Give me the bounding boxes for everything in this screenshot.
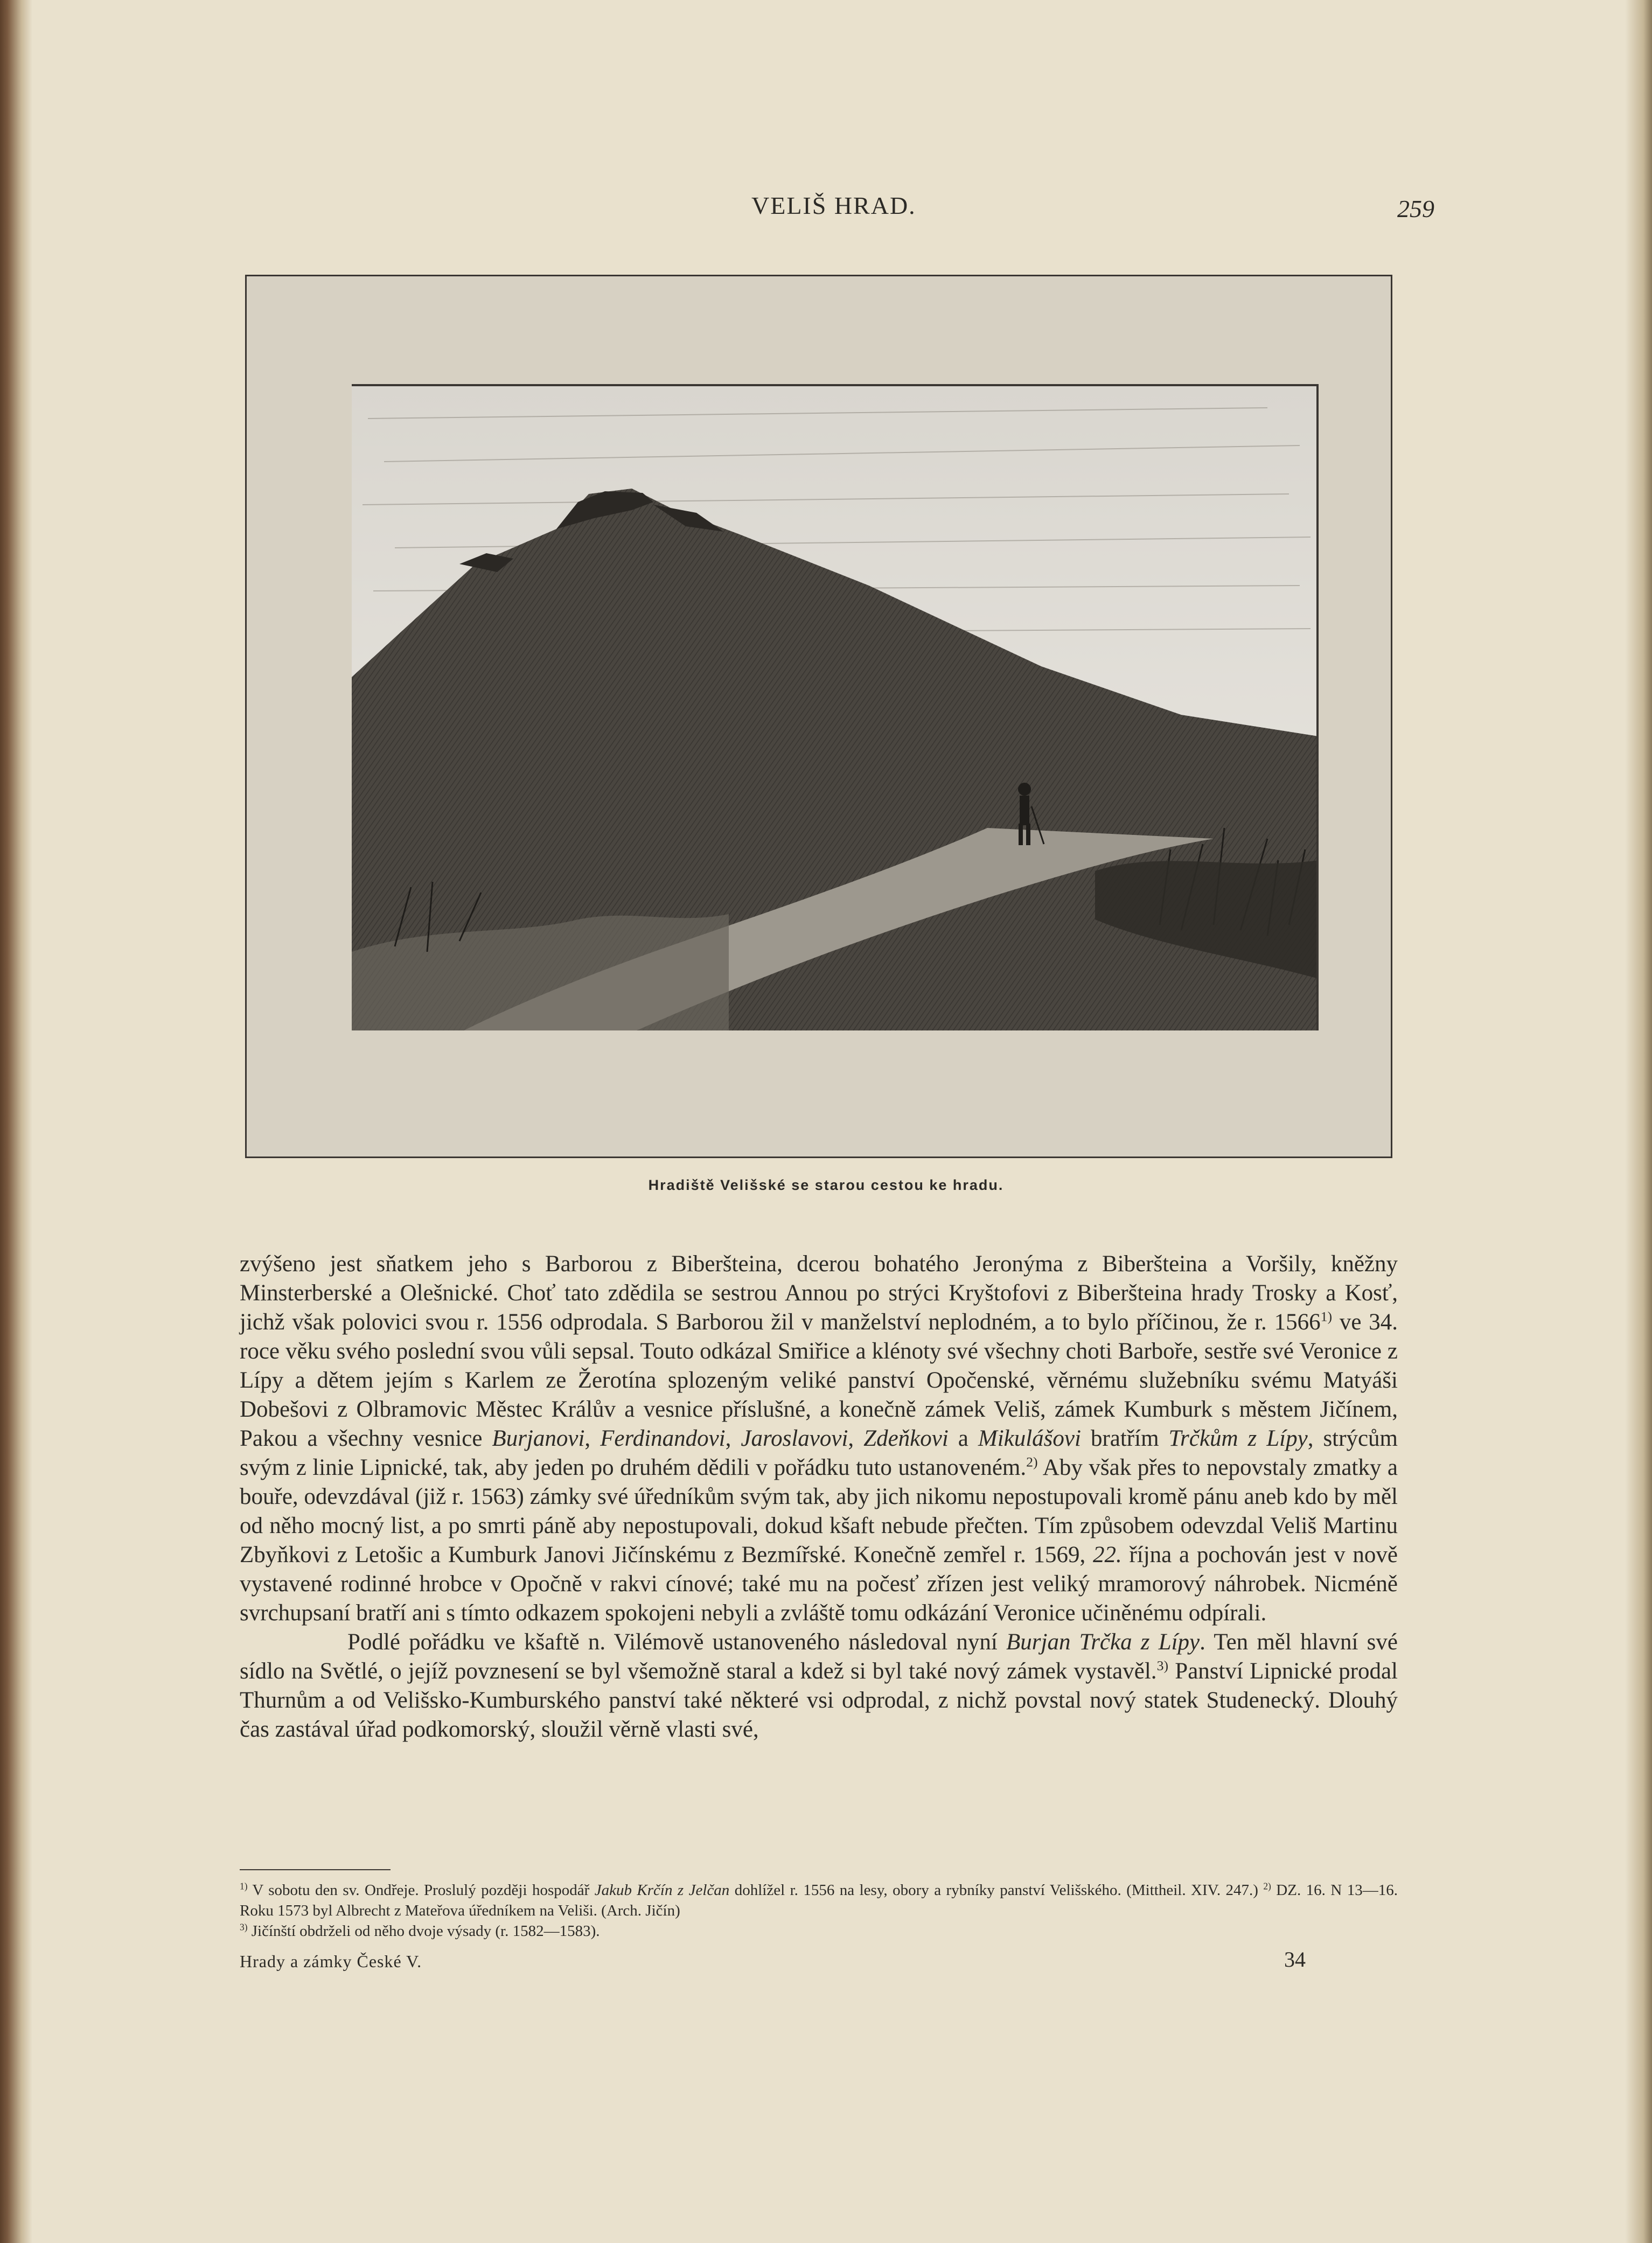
text-run: bratřím — [1081, 1426, 1169, 1451]
person-name: Jakub Krčín z Jelčan — [594, 1882, 730, 1899]
footnote-text: Jičínští obdrželi od něho dvoje výsady (r. 1582—1583). — [247, 1922, 600, 1940]
person-name: Ferdinandovi — [600, 1426, 726, 1451]
illustration-image — [352, 384, 1319, 1030]
paragraph-1 — [240, 1250, 1398, 1628]
text-run: . Ten měl hlavní své sídlo na Světlé, o jejíž povznesení se byl všemožně staral a kdež si byl také nový zámek vystavěl. — [240, 1629, 1398, 1684]
binding-shadow — [0, 0, 32, 2243]
text-run: , — [584, 1426, 601, 1451]
running-head — [0, 191, 1652, 229]
person-name: Zdeňkovi — [863, 1426, 949, 1451]
date-number: 22. — [1092, 1542, 1122, 1568]
text-run: , strýcům svým z linie Lipnické, tak, aby jeden po druhém dědili v pořádku tuto ustanoveném. — [240, 1426, 1398, 1480]
footnote-ref-2[interactable]: 2) — [1026, 1454, 1038, 1470]
text-run: Podlé pořádku ve kšaftě n. Vilémově ustanoveného následoval nyní — [347, 1629, 1007, 1655]
page-edge — [1625, 0, 1652, 2243]
footnote-ref-1[interactable]: 1) — [1320, 1308, 1333, 1325]
text-run: , — [725, 1426, 741, 1451]
page-number: 259 — [1397, 195, 1434, 222]
footnote-text: DZ. 16. N 13—16. Roku 1573 byl Albrecht z Mateřova úředníkem na Veliši. (Arch. Jičín) — [240, 1882, 1398, 1919]
footnote-divider — [240, 1869, 391, 1870]
footnote-text: dohlížel r. 1556 na lesy, obory a rybníky panství Velišského. (Mittheil. XIV. 247.) — [729, 1882, 1264, 1899]
person-name: Trčkům z Lípy — [1168, 1426, 1308, 1451]
text-run: Panství Lipnické prodal Thurnům a od Velišsko-Kumburského panství také některé vsi odprodal, z nichž povstal nový statek Studenecký. Dlouhý čas zastával úřad podkomorský, sloužil věrně vlasti své, — [240, 1659, 1398, 1742]
footnote-mark: 1) — [240, 1880, 248, 1892]
person-name: Burjan Trčka z Lípy — [1006, 1629, 1200, 1655]
person-name: Mikulášovi — [978, 1426, 1081, 1451]
text-run: Aby však přes to nepovstaly zmatky a bouře, odevzdával (již r. 1563) zámky své úředníkům svým tak, aby jich nikomu nepostupovali kromě pánu aneb kdo by měl od něho mocný list, a po smrti páně aby nepostupovali, dokud kšaft nebude přečten. Tím způsobem odevzdal Veliš Martinu Zbyňkovi z Letošic a Kumburk Janovi Jičínskému z Bezmířské. Konečně zemřel r. 1569, — [240, 1455, 1398, 1568]
signature-line: Hrady a zámky České V. — [240, 1952, 422, 1971]
main-text — [240, 1250, 1398, 1744]
footnote-1-2 — [240, 1880, 1398, 1921]
text-run: října a pochován jest v nově vystavené rodinné hrobce v Opočně v rakvi cínové; také mu na počesť zřízen jest veliký mramorový náhrobek. Nicméně svrchupsaní bratří ani s tímto odkazem spokojeni nebyli a zvláště tomu odkázání Veronice učiněnému odpírali. — [240, 1542, 1398, 1626]
illustration-caption: Hradiště Velišské se starou cestou ke hradu. — [648, 1177, 1004, 1193]
paragraph-2 — [240, 1628, 1398, 1744]
running-title: VELIŠ HRAD. — [751, 192, 916, 219]
footnotes — [240, 1880, 1398, 1941]
footnote-mark: 2) — [1263, 1880, 1271, 1892]
illustration-plate — [245, 275, 1392, 1158]
castle-hill-engraving — [352, 386, 1319, 1030]
text-run: , — [848, 1426, 864, 1451]
signature-number: 34 — [1284, 1947, 1306, 1972]
footnote-mark: 3) — [240, 1921, 248, 1933]
footnote-3 — [240, 1921, 1398, 1941]
person-name: Burjanovi — [492, 1426, 585, 1451]
footnote-text: V sobotu den sv. Ondřeje. Proslulý později hospodář — [247, 1882, 595, 1899]
text-run: ve 34. roce věku svého poslední svou vůli sepsal. Touto odkázal Smiřice a klénoty své všechny choti Barboře, sestře své Veronice z Lípy a dětem jejím s Karlem ze Žerotína splozeným veliké panství Opočenské, věrnému služebníku svému Matyáši Dobešovi z Olbramovic Městec Králův a vesnice příslušné, a konečně zámek Veliš, zámek Kumburk s městem Jičínem, Pakou a všechny vesnice — [240, 1309, 1398, 1451]
footnote-ref-3[interactable]: 3) — [1156, 1657, 1169, 1674]
text-run: zvýšeno jest sňatkem jeho s Barborou z Biberšteina, dcerou bohatého Jeronýma z Biberšteina a Voršily, kněžny Minsterberské a Olešnické. Choť tato zdědila se sestrou Annou po strýci Kryštofovi z Biberšteina hrady Trosky a Kosť, jichž však polovici svou r. 1556 odprodala. S Barborou žil v manželství neplodném, a to bylo příčinou, že r. 1566 — [240, 1251, 1398, 1335]
text-run: a — [948, 1426, 978, 1451]
person-name: Jaroslavovi — [741, 1426, 848, 1451]
